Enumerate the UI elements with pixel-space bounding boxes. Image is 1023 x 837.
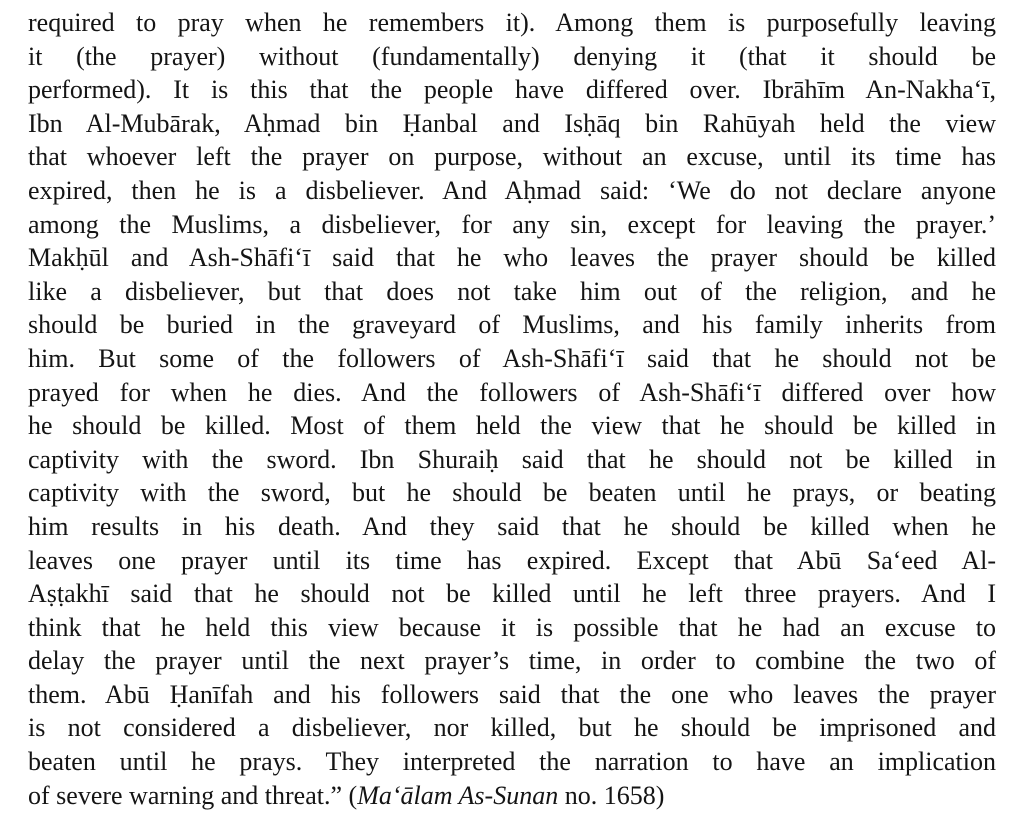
- text-line: captivity with the sword. Ibn Shuraiḥ said that he should not be killed in: [28, 444, 996, 474]
- text-line: delay the prayer until the next prayer’s time, in order to combine the two of: [28, 646, 996, 676]
- text-line: required to pray when he remembers it). Among them is purposefully leaving: [28, 8, 996, 37]
- text-line: it (the prayer) without (fundamentally) denying it (that it should be: [28, 41, 996, 71]
- text-line: them. Abū Ḥanīfah and his followers said that the one who leaves the prayer: [28, 679, 996, 709]
- source-title: Ma‘ālam As-Sunan: [357, 780, 559, 810]
- text-line: think that he held this view because it is possible that he had an excuse to: [28, 612, 996, 642]
- text-line: is not considered a disbeliever, nor killed, but he should be imprisoned and: [28, 713, 996, 743]
- text-line: performed). It is this that the people have differed over. Ibrāhīm An-Nakha‘ī,: [28, 75, 996, 105]
- text-line: him results in his death. And they said that he should be killed when he: [28, 511, 996, 541]
- text-line: that whoever left the prayer on purpose, without an excuse, until its time has: [28, 142, 996, 172]
- body-paragraph: [28, 6, 996, 812]
- text-line: expired, then he is a disbeliever. And Aḥmad said: ‘We do not declare anyone: [28, 175, 996, 205]
- text-line: Makḥūl and Ash-Shāfi‘ī said that he who leaves the prayer should be killed: [28, 243, 996, 273]
- text-line: like a disbeliever, but that does not take him out of the religion, and he: [28, 276, 996, 306]
- source-reference: no. 1658): [558, 780, 665, 810]
- text-line: him. But some of the followers of Ash-Shāfi‘ī said that he should not be: [28, 343, 996, 373]
- text-line: leaves one prayer until its time has expired. Except that Abū Sa‘eed Al-: [28, 545, 996, 575]
- text-line: Aṣṭakhī said that he should not be killed until he left three prayers. And I: [28, 579, 996, 609]
- text-line: he should be killed. Most of them held the view that he should be killed in: [28, 411, 996, 441]
- text-line: among the Muslims, a disbeliever, for any sin, except for leaving the prayer.’: [28, 209, 996, 239]
- text-line: Ibn Al-Mubārak, Aḥmad bin Ḥanbal and Isḥāq bin Rahūyah held the view: [28, 108, 996, 138]
- closing-line: [28, 779, 996, 813]
- text-line: beaten until he prays. They interpreted the narration to have an implication: [28, 747, 996, 777]
- text-line: prayed for when he dies. And the followers of Ash-Shāfi‘ī differed over how: [28, 377, 996, 407]
- closing-text: of severe warning and threat.” (: [28, 780, 358, 810]
- document-page: [28, 6, 996, 832]
- text-line: should be buried in the graveyard of Muslims, and his family inherits from: [28, 310, 996, 340]
- text-line: captivity with the sword, but he should be beaten until he prays, or beating: [28, 478, 996, 508]
